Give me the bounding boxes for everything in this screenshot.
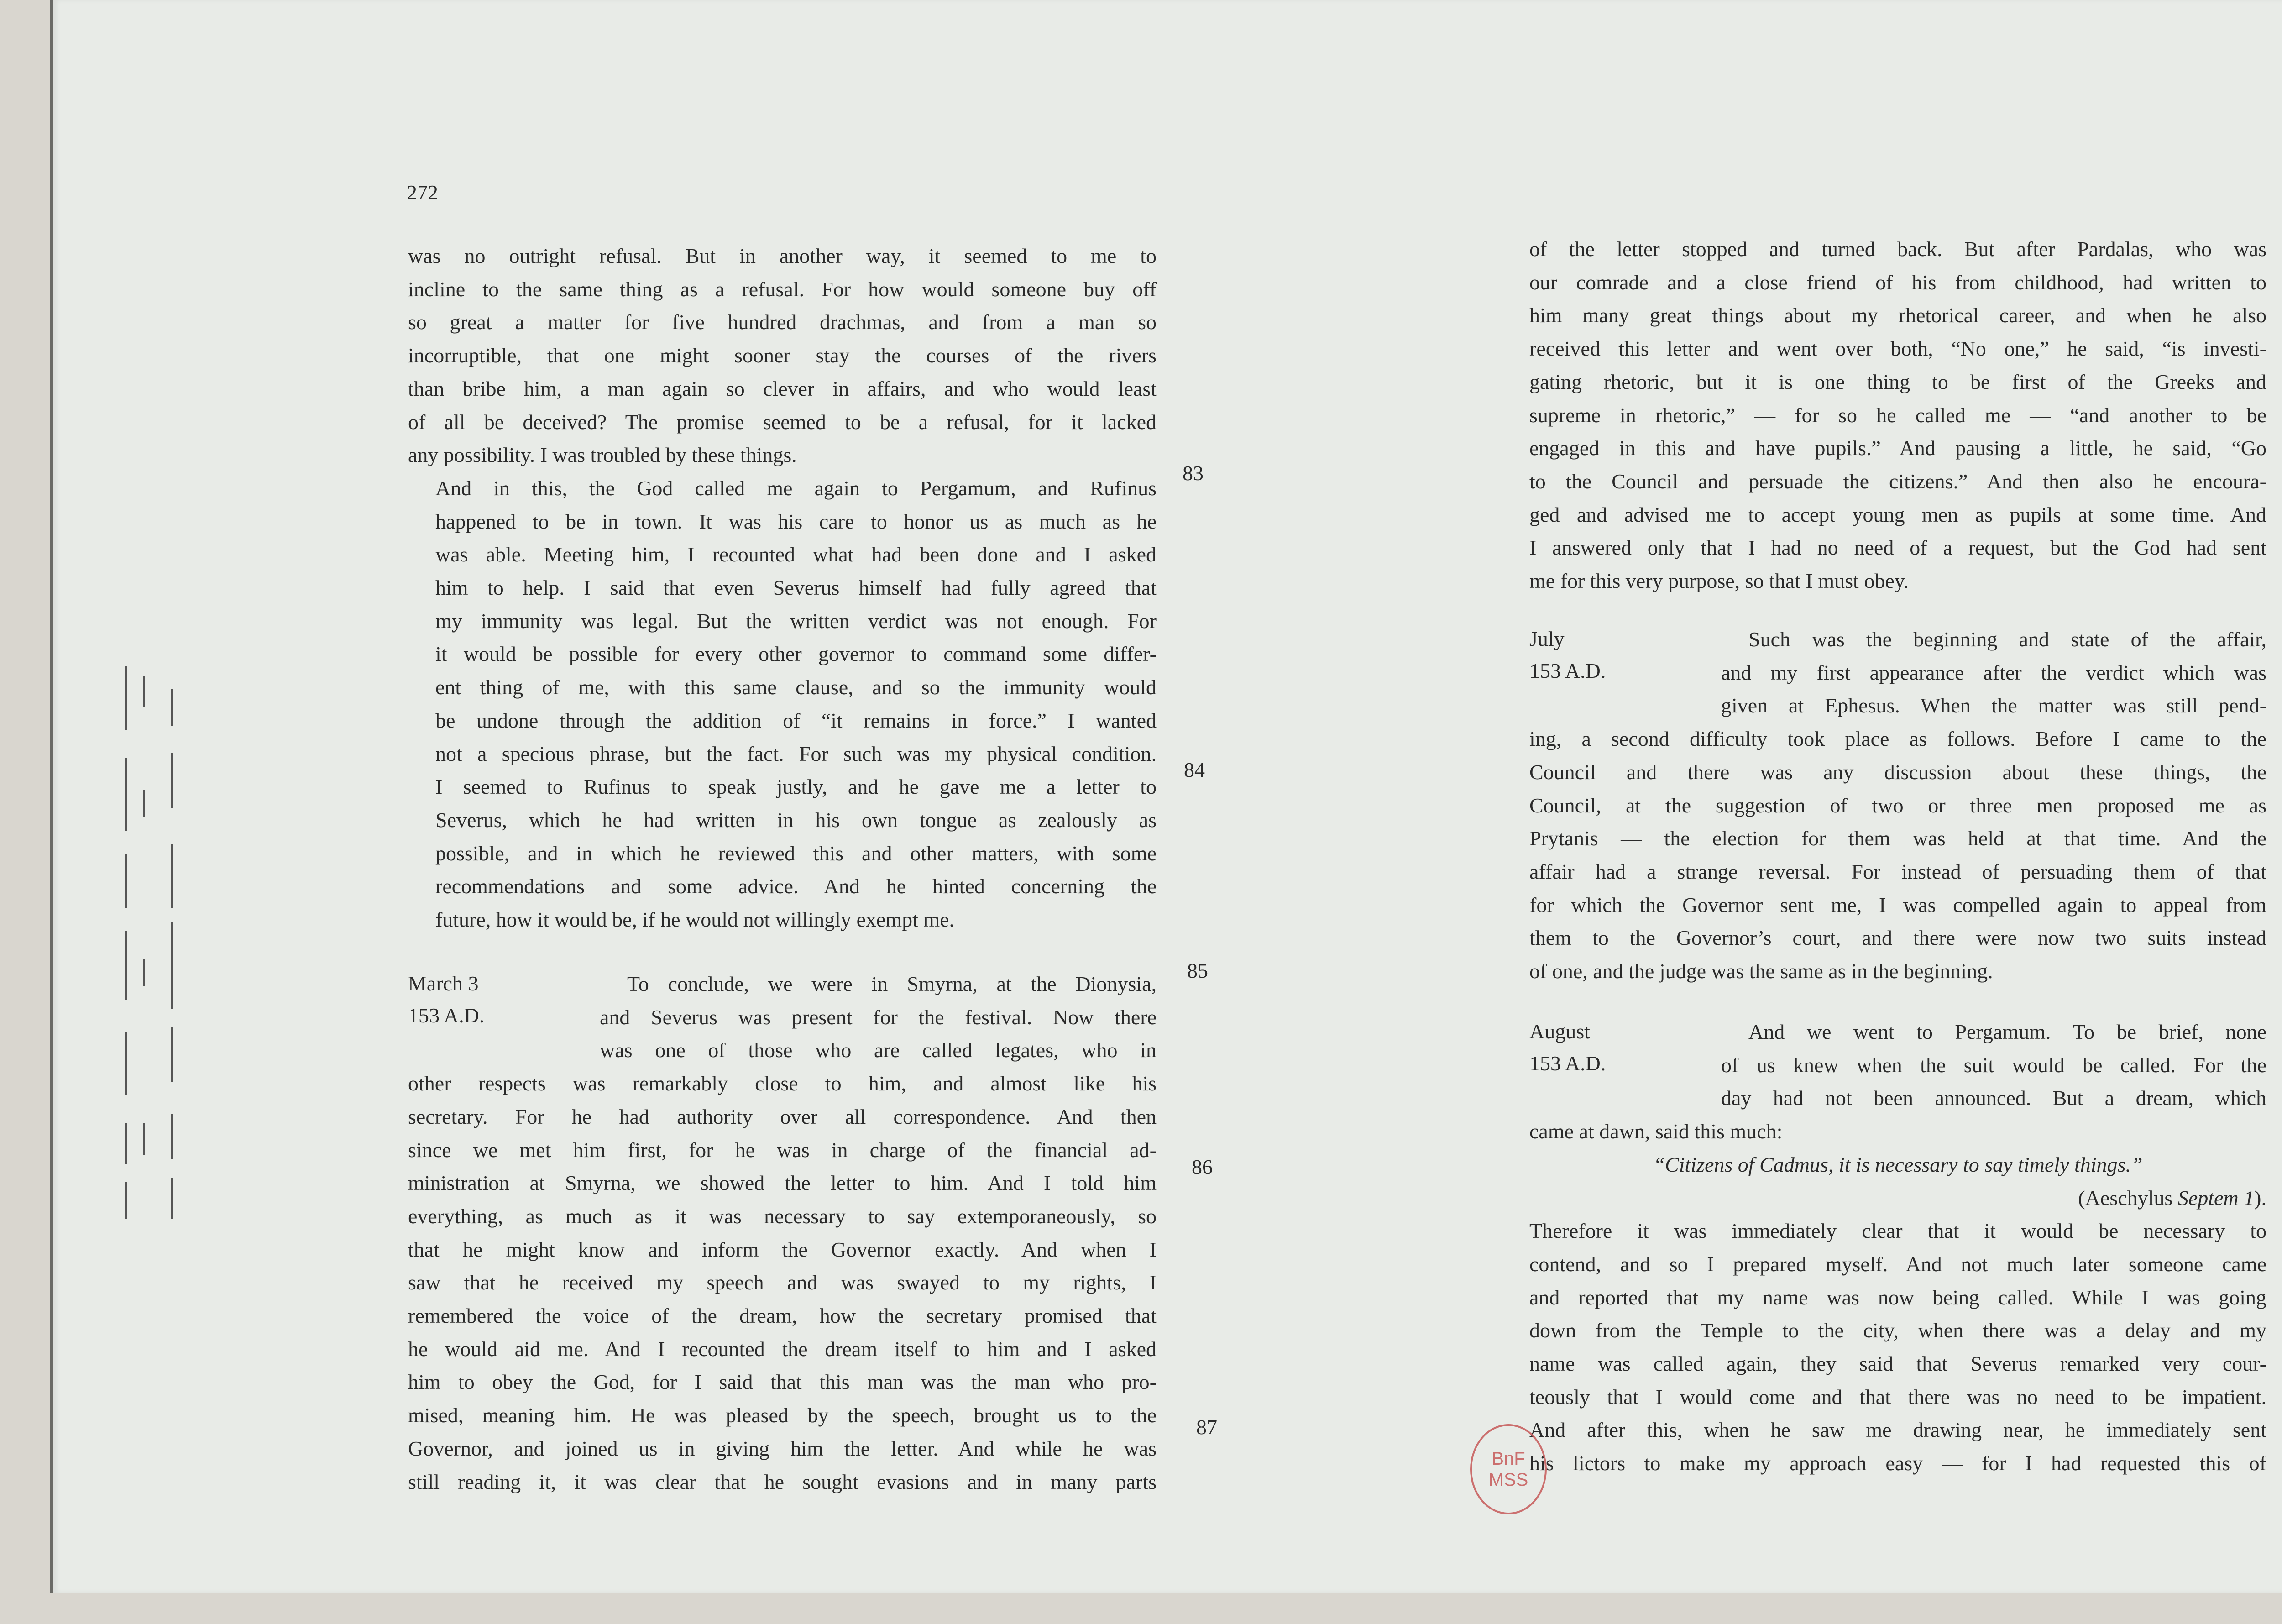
stamp-line: BnF <box>1492 1449 1525 1469</box>
paragraph-head <box>1721 1016 2266 1115</box>
left-page-text <box>408 240 1157 937</box>
section-number: 84 <box>1184 758 1205 781</box>
text-line: teously that I would come and that there was no need to be impatient. <box>1529 1385 2266 1409</box>
paragraph <box>1529 1215 2266 1480</box>
right-page-dated-section-2 <box>1529 1016 2266 1480</box>
text-line: for which the Governor sent me, I was compelled again to appeal from <box>1529 893 2266 917</box>
text-line: To conclude, we were in Smyrna, at the Dionysia, <box>627 972 1157 995</box>
text-line: so great a matter for five hundred drachmas, and from a man so <box>408 310 1157 334</box>
text-line: and Severus was present for the festival. Now there <box>600 1005 1157 1029</box>
text-line: day had not been announced. But a dream, which <box>1721 1086 2266 1110</box>
stamp-line: MSS <box>1488 1470 1528 1490</box>
text-line: supreme in rhetoric,” — for so he called me — “and another to be <box>1529 403 2266 427</box>
section-number: 86 <box>1192 1155 1213 1179</box>
left-page-dated-section <box>408 968 1157 1498</box>
date-month: July <box>1529 627 1565 650</box>
date-year: 153 A.D. <box>1529 659 1606 682</box>
text-line: affair had a strange reversal. For instead of persuading them of that <box>1529 859 2266 883</box>
text-line: recommendations and some advice. And he hinted concerning the <box>435 875 1157 898</box>
text-line: that he might know and inform the Governor exactly. And when I <box>408 1237 1157 1261</box>
text-line: be undone through the addition of “it remains in force.” I wanted <box>435 708 1157 732</box>
paragraph <box>408 240 1157 472</box>
text-line: Therefore it was immediately clear that it would be necessary to <box>1529 1219 2266 1243</box>
text-line: ing, a second difficulty took place as follows. Before I came to the <box>1529 727 2266 751</box>
right-page-dated-section-1 <box>1529 623 2266 988</box>
quotation: “Citizens of Cadmus, it is necessary to say timely things.” <box>1653 1153 2143 1176</box>
text-line: of one, and the judge was the same as in the beginning. <box>1529 959 1993 983</box>
section-number: 83 <box>1183 461 1204 485</box>
paragraph-head <box>600 968 1157 1067</box>
date-sidenote <box>1529 623 1606 687</box>
text-line: his lictors to make my approach easy — for I had requested this of <box>1529 1451 2266 1475</box>
paragraph <box>408 1067 1157 1498</box>
date-sidenote <box>408 968 484 1032</box>
date-month: March 3 <box>408 972 479 995</box>
date-month: August <box>1529 1020 1590 1043</box>
library-stamp <box>1470 1424 1547 1514</box>
text-line: was able. Meeting him, I recounted what had been done and I asked <box>435 543 1157 566</box>
text-line: ent thing of me, with this same clause, and so the immunity would <box>435 676 1157 699</box>
text-line: future, how it would be, if he would not willingly exempt me. <box>435 908 955 932</box>
text-line: of us knew when the suit would be called. For the <box>1721 1053 2266 1077</box>
text-line: still reading it, it was clear that he sought evasions and in many parts <box>408 1470 1157 1493</box>
text-line: secretary. For he had authority over all correspondence. And then <box>408 1105 1157 1128</box>
text-line: And we went to Pergamum. To be brief, none <box>1748 1020 2266 1043</box>
text-line: than bribe him, a man again so clever in affairs, and who would least <box>408 377 1157 400</box>
text-line: and reported that my name was now being called. While I was going <box>1529 1285 2266 1309</box>
text-line: incorruptible, that one might sooner stay the courses of the rivers <box>408 344 1157 367</box>
text-line: Council and there was any discussion about these things, the <box>1529 760 2266 784</box>
text-line: Prytanis — the election for them was held at that time. And the <box>1529 827 2266 850</box>
text-line: I seemed to Rufinus to speak justly, and he gave me a letter to <box>435 775 1157 799</box>
text-line: And in this, the God called me again to Pergamum, and Rufinus <box>435 476 1157 500</box>
text-line: our comrade and a close friend of his from childhood, had written to <box>1529 270 2266 294</box>
book-spread <box>50 0 2282 1593</box>
text-line: possible, and in which he reviewed this and other matters, with some <box>435 841 1157 865</box>
text-line: Council, at the suggestion of two or three men proposed me as <box>1529 793 2266 817</box>
text-line: happened to be in town. It was his care to honor us as much as he <box>435 509 1157 533</box>
text-line: incline to the same thing as a refusal. For how would someone buy off <box>408 277 1157 301</box>
binding-marks <box>116 639 189 1278</box>
text-line: of all be deceived? The promise seemed to be a refusal, for it lacked <box>408 410 1157 434</box>
section-number: 85 <box>1187 959 1208 982</box>
date-year: 153 A.D. <box>408 1004 485 1027</box>
page-number-left: 272 <box>407 181 438 204</box>
text-line: me for this very purpose, so that I must obey. <box>1529 569 1909 593</box>
text-line: received this letter and went over both, “No one,” he said, “is investi- <box>1529 337 2266 361</box>
paragraph <box>1529 233 2266 598</box>
right-page-text <box>1529 233 2266 598</box>
text-line: Such was the beginning and state of the affair, <box>1748 628 2266 651</box>
text-line: ged and advised me to accept young men as pupils at some time. And <box>1529 503 2266 526</box>
section-number: 87 <box>1196 1415 1217 1439</box>
text-line: And after this, when he saw me drawing near, he immediately sent <box>1529 1418 2266 1442</box>
text-line: Governor, and joined us in giving him the letter. And while he was <box>408 1436 1157 1460</box>
text-line: I answered only that I had no need of a request, but the God had sent <box>1529 536 2266 560</box>
text-line: engaged in this and have pupils.” And pausing a little, he said, “Go <box>1529 436 2266 460</box>
date-sidenote <box>1529 1016 1606 1079</box>
text-line: him to help. I said that even Severus himself had fully agreed that <box>435 576 1157 600</box>
paragraph-head <box>1721 623 2266 723</box>
text-line: not a specious phrase, but the fact. For such was my physical condition. <box>435 742 1157 765</box>
text-line: it would be possible for every other governor to command some differ- <box>435 642 1157 666</box>
paragraph <box>1529 723 2266 988</box>
text-line: and my first appearance after the verdict which was <box>1721 660 2266 684</box>
text-line: him many great things about my rhetorical career, and when he also <box>1529 304 2266 327</box>
text-line: my immunity was legal. But the written verdict was not enough. For <box>435 609 1157 633</box>
text-line: was no outright refusal. But in another way, it seemed to me to <box>408 244 1157 267</box>
text-line: he would aid me. And I recounted the dream itself to him and I asked <box>408 1337 1157 1361</box>
text-line: was one of those who are called legates, who in <box>600 1038 1157 1062</box>
text-line: Severus, which he had written in his own tongue as zealously as <box>435 808 1157 832</box>
text-line: name was called again, they said that Severus remarked very cour- <box>1529 1352 2266 1376</box>
text-line: remembered the voice of the dream, how the secretary promised that <box>408 1304 1157 1328</box>
citation: (Aeschylus Septem 1). <box>2078 1186 2266 1210</box>
text-line: given at Ephesus. When the matter was still pend- <box>1721 694 2266 718</box>
text-line: to the Council and persuade the citizens.” And then also he encoura- <box>1529 469 2266 493</box>
text-line: mised, meaning him. He was pleased by the speech, brought us to the <box>408 1404 1157 1427</box>
paragraph <box>408 472 1157 937</box>
text-line: any possibility. I was troubled by these things. <box>408 443 797 467</box>
text-line: down from the Temple to the city, when there was a delay and my <box>1529 1319 2266 1342</box>
text-line: saw that he received my speech and was swayed to my rights, I <box>408 1271 1157 1294</box>
date-year: 153 A.D. <box>1529 1052 1606 1075</box>
text-line: everything, as much as it was necessary to say extemporaneously, so <box>408 1204 1157 1228</box>
text-line: came at dawn, said this much: <box>1529 1120 1783 1143</box>
text-line: them to the Governor’s court, and there were now two suits instead <box>1529 926 2266 950</box>
text-line: of the letter stopped and turned back. But after Pardalas, who was <box>1529 237 2266 261</box>
text-line: gating rhetoric, but it is one thing to be first of the Greeks and <box>1529 370 2266 393</box>
text-line: ministration at Smyrna, we showed the letter to him. And I told him <box>408 1171 1157 1195</box>
text-line: other respects was remarkably close to him, and almost like his <box>408 1072 1157 1095</box>
text-line: contend, and so I prepared myself. And not much later someone came <box>1529 1252 2266 1276</box>
text-line: him to obey the God, for I said that this man was the man who pro- <box>408 1370 1157 1394</box>
text-line: since we met him first, for he was in charge of the financial ad- <box>408 1138 1157 1162</box>
